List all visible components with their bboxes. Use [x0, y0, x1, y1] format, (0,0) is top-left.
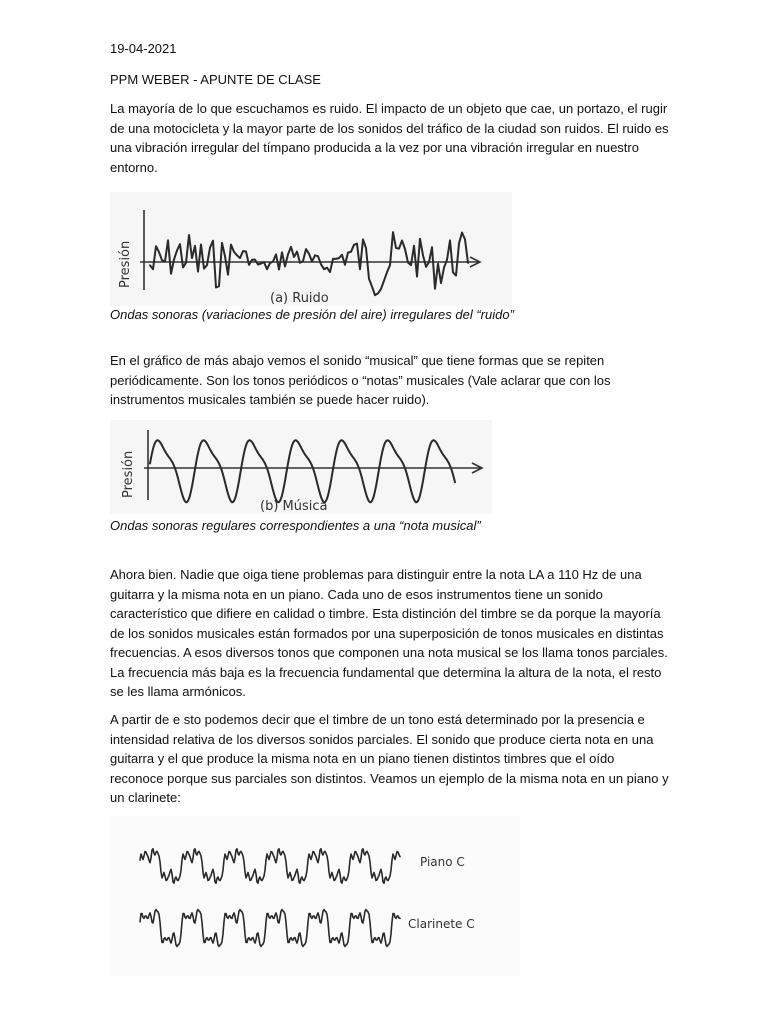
clarinet-label: Clarinete C: [408, 917, 475, 931]
paragraph-music: En el gráfico de más abajo vemos el sonido “musical” que tiene formas que se repiten periódicamente. Son los tonos periódicos o “notas” musicales (Vale aclarar que con los instrumentos musicales también se puede hacer ruido).: [110, 353, 611, 407]
caption-music: Ondas sonoras regulares correspondientes a una “nota musical”: [110, 518, 481, 533]
paragraph-noise: La mayoría de lo que escuchamos es ruido. El impacto de un objeto que cae, un portazo, el rugir de una motocicleta y la mayor parte de los sonidos del tráfico de la ciudad son ruidos. El ruido es una vibración irregular del tímpano producida a la vez por una vibración irregular en nuestro entorno.: [110, 101, 669, 175]
clarinet-wave: [140, 910, 400, 947]
noise-wave-figure: [110, 192, 512, 306]
noise-wave: [150, 232, 468, 295]
noise-ylabel: Presión: [118, 240, 133, 288]
timbre-wave-figure: [110, 816, 520, 976]
piano-label: Piano C: [420, 855, 465, 869]
document-title: PPM WEBER - APUNTE DE CLASE: [110, 72, 321, 87]
music-wave: [150, 440, 455, 502]
music-label: (b) Música: [260, 499, 328, 514]
paragraph-partials: A partir de e sto podemos decir que el timbre de un tono está determinado por la presencia e intensidad relativa de los diversos sonidos parciales. El sonido que produce cierta nota en una guitarra y el que produce la misma nota en un piano tienen distintos timbres que el oído reconoce porque sus parciales son distintos. Veamos un ejemplo de la misma nota en un piano y un clarinete:: [110, 712, 669, 805]
paragraph-timbre: Ahora bien. Nadie que oiga tiene problemas para distinguir entre la nota LA a 110 Hz de una guitarra y la misma nota en un piano. Cada uno de esos instrumentos tiene un sonido característico que difiere en calidad o timbre. Esta distinción del timbre se da porque la mayoría de los sonidos musicales están formados por una superposición de tonos musicales en distintas frecuencias. A esos diversos tonos que componen una nota musical se los llama tonos parciales. La frecuencia más baja es la frecuencia fundamental que determina la altura de la nota, el resto se les llama armónicos.: [110, 567, 668, 699]
piano-wave: [140, 849, 400, 883]
caption-noise: Ondas sonoras (variaciones de presión del aire) irregulares del “ruido”: [110, 307, 514, 322]
music-wave-figure: [110, 420, 492, 514]
document-date: 19-04-2021: [110, 41, 177, 56]
noise-label: (a) Ruido: [270, 291, 329, 306]
music-ylabel: Presión: [121, 450, 136, 498]
